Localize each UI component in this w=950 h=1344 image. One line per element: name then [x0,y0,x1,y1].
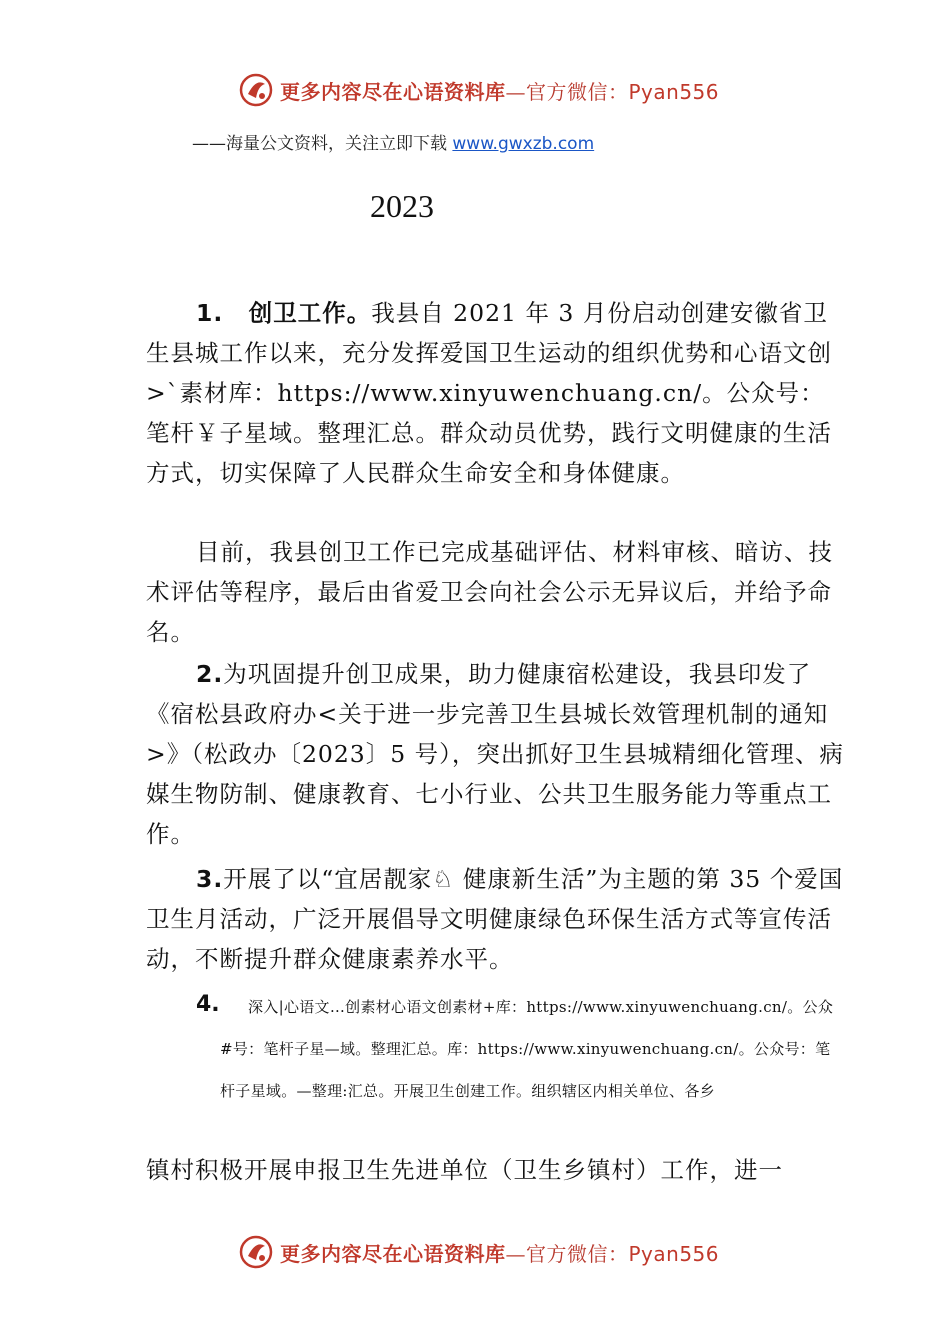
bottom-banner [238,1234,719,1270]
subline-text: ——海量公文资料，关注立即下载 [192,134,453,154]
doc-title: 2023 [370,188,434,224]
banner-text [280,76,719,105]
banner-wechat: 官方微信： [526,79,629,104]
paragraph-4 [146,859,846,979]
p1-heading: 创卫工作。 [248,299,372,327]
p3-text: 为巩固提升创卫成果，助力健康宿松建设，我县印发了《宿松县政府办<关于进一步完善卫生县城长效管理机制的通知>》（松政办〔2023〕5 号），突出抓好卫生县城精细化管理、病媒生物防制、健康教育、七小行业、公共卫生服务能力等重点工作。 [146,660,844,848]
p5-number: 4. [196,992,220,1017]
brand-logo-icon [238,1234,274,1270]
p4-text: 开展了以“宜居靓家♘ 健康新生活”为主题的第 35 个爱国卫生月活动，广泛开展倡导文明健康绿色环保生活方式等宣传活动，不断提升群众健康素养水平。 [146,865,844,973]
footer-banner-id: Pyan556 [628,1241,720,1266]
p1-text: 我县自 2021 年 3 月份启动创建安徽省卫生县城工作以来，充分发挥爱国卫生运动的组织优势和心语文创>`素材库：https://www.xinyuwenchuang.cn/。公众号：笔杆￥子星域。整理汇总。群众动员优势，践行文明健康的生活方式，切实保障了人民群众生命安全和身体健康。 [146,299,832,487]
p4-number: 3. [196,865,224,893]
banner-id: Pyan556 [628,79,720,104]
paragraph-2: 目前，我县创卫工作已完成基础评估、材料审核、暗访、技术评估等程序，最后由省爱卫会向社会公示无异议后，并给予命名。 [146,538,833,646]
brand-logo-icon [238,72,274,108]
banner-main: 更多内容尽在心语资料库 [280,79,506,104]
subline [192,129,594,154]
subline-link[interactable]: www.gwxzb.com [452,134,595,154]
paragraph-5-tail: 镇村积极开展申报卫生先进单位（卫生乡镇村）工作，进一 [146,1156,783,1184]
top-banner [238,72,719,108]
banner-sep: — [505,79,526,104]
paragraph-5-small: 深入|心语文…创素材心语文创素材+库：https://www.xinyuwenchuang.cn/。公众#号：笔杆子星—域。整理汇总。库：https://www.xinyuwenchuang.cn/。公众号：笔杆子星域。—整理:汇总。开展卫生创建工作。组织辖区内相关单位、各乡 [220,998,834,1100]
p1-number: 1. [196,299,224,327]
p3-number: 2. [196,660,224,688]
footer-banner-sep: — [505,1241,526,1266]
footer-banner-wechat: 官方微信： [526,1241,629,1266]
footer-banner-text [280,1238,719,1267]
paragraph-3 [146,654,846,854]
paragraph-1 [146,293,846,493]
footer-banner-main: 更多内容尽在心语资料库 [280,1241,506,1266]
